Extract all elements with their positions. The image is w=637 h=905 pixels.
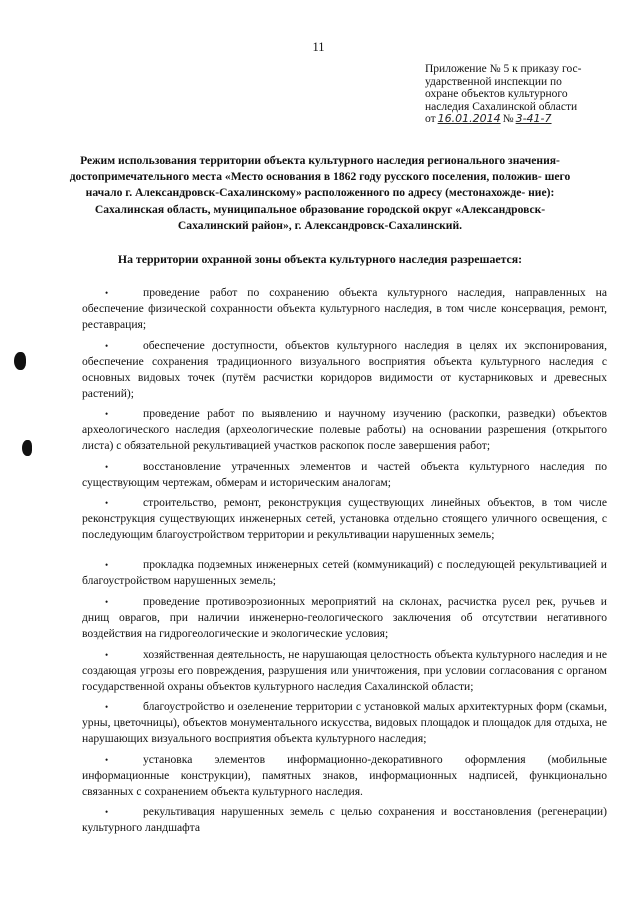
list-item (82, 495, 607, 543)
number-prefix: № (502, 113, 514, 126)
appendix-line-4: наследия Сахалинской области (425, 100, 578, 113)
list-item (82, 459, 607, 491)
binder-hole-mark-bottom (22, 440, 32, 456)
list-item (82, 557, 607, 589)
document-title: Режим использования территории объекта культурного наследия регионального значения- достопримечательного места «Место основания в 1862 году русского поселения, положив- шего начало г. Александровск-Сахалинскому» расположенного по адресу (местонахожде- ние): Сахалинская область, муниципальное образование городской округ «Александровск- Сахалинский район», г. Александровск-Сахалинский. (69, 154, 571, 232)
binder-hole-mark-top (14, 352, 26, 370)
list-item-text: рекультивация нарушенных земель с целью сохранения и восстановления (регенерации) культурного ландшафта (82, 805, 607, 835)
appendix-line-3: охране объектов культурного (425, 88, 568, 101)
list-item (82, 285, 607, 333)
date-prefix: от (425, 113, 436, 126)
list-item-text: хозяйственная деятельность, не нарушающая целостность объекта культурного наследия и не создающая угрозы его повреждения, разрушения или уничтожения, при условии согласования с органом государственной охраны объектов культурного наследия Сахалинской области; (82, 647, 607, 693)
handwritten-number: 3-41-7 (515, 112, 552, 126)
handwritten-date: 16.01.2014 (437, 112, 501, 126)
list-item-text: обеспечение доступности, объектов культурного наследия в целях их экспонирования, обеспечение сохранения традиционного визуального восприятия объекта культурного наследия с основных видовых точек (путём расчистки коридоров видимости от кустарниковых и древесных растений); (82, 338, 607, 400)
page-number: 11 (312, 40, 325, 54)
bullet-icon: • (105, 340, 109, 351)
list-item (82, 647, 607, 695)
list-item-text: установка элементов информационно-декоративного оформления (мобильные информационные конструкции), памятных знаков, информационных надписей, функционально связанных с сохранением объекта культурного наследия. (82, 752, 607, 798)
list-item-text: восстановление утраченных элементов и частей объекта культурного наследия по существующим чертежам, обмерам и историческим аналогам; (82, 459, 607, 489)
bullet-icon: • (105, 409, 109, 420)
bullet-icon: • (105, 702, 109, 713)
list-item-text: проведение работ по сохранению объекта культурного наследия, направленных на обеспечение физической сохранности объекта культурного наследия, в том числе консервация, ремонт, реставрация; (82, 286, 607, 331)
bullet-icon: • (105, 807, 109, 818)
bullet-icon: • (105, 498, 109, 509)
appendix-line-2: ударственной инспекции по (425, 75, 562, 88)
list-item-text: проведение работ по выявлению и научному изучению (раскопки, разведки) объектов археологического наследия (археологические полевые работы) на основании разрешения (открытого листа) с обязательной рекультивацией участков раскопок после завершения работ; (82, 407, 607, 453)
bullet-icon: • (105, 596, 109, 607)
bullet-icon: • (105, 461, 109, 472)
bullet-icon: • (105, 560, 109, 571)
list-item-text: прокладка подземных инженерных сетей (коммуникаций) с последующей рекультивацией и благоустройством нарушенных земель; (82, 558, 607, 588)
list-item (82, 406, 607, 454)
appendix-block (425, 63, 610, 126)
bullet-icon: • (105, 754, 109, 765)
list-item (82, 804, 607, 836)
appendix-line-1: Приложение № 5 к приказу гос- (425, 63, 582, 75)
list-item-text: проведение противоэрозионных мероприятий на склонах, расчистка русел рек, ручьев и днищ оврагов, при наличии инженерно-геологического заключения об отсутствии негативного воздействия на гидрогеологические и экологические условия; (82, 594, 607, 640)
bullet-icon: • (105, 649, 109, 660)
list-item-text: благоустройство и озеленение территории с установкой малых архитектурных форм (скамьи, урны, цветочницы), объектов монументального искусства, видовых площадок и площадок для отдыха, не нарушающих визуального восприятия объекта культурного наследия; (82, 700, 607, 746)
appendix-date-number-line (425, 113, 610, 126)
list-item-text: строительство, ремонт, реконструкция существующих линейных объектов, в том числе реконструкция существующих инженерных сетей, установка отдельно стоящего уличного освещения, с последующим благоустройством территории и рекультивации нарушенных земель; (82, 496, 607, 542)
permitted-activities-list (82, 285, 607, 841)
list-item (82, 752, 607, 800)
list-item (82, 699, 607, 747)
list-item (82, 594, 607, 642)
bullet-icon: • (105, 288, 109, 298)
list-item (82, 338, 607, 402)
section-subtitle: На территории охранной зоны объекта культурного наследия разрешается: (117, 252, 523, 266)
